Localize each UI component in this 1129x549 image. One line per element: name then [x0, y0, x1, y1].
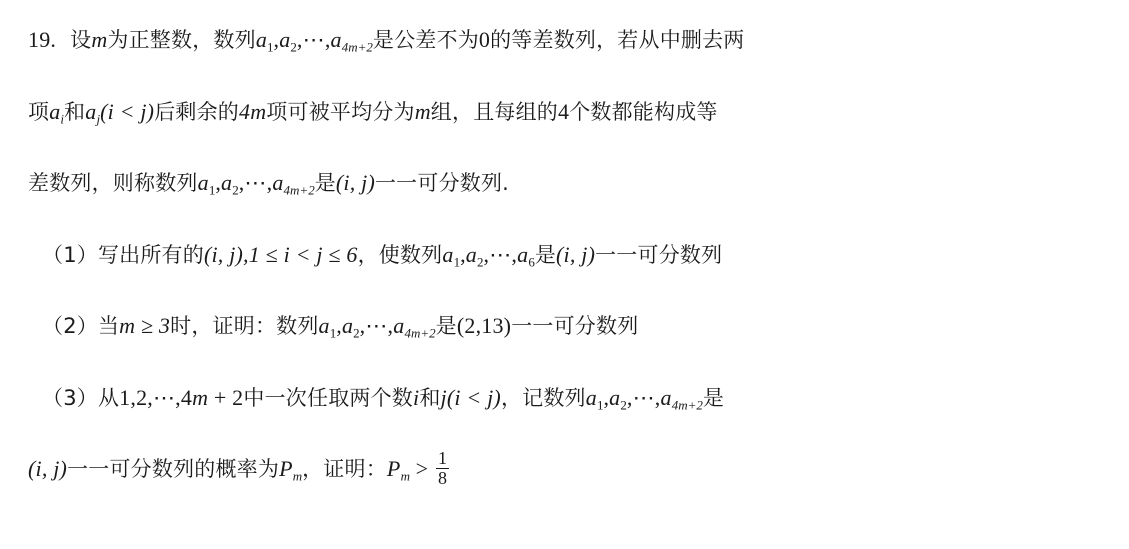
math-run: (i, j)	[556, 241, 596, 267]
subscript: 1	[208, 182, 216, 198]
subscript: 2	[232, 182, 239, 198]
text-run: 为正整数，数列	[107, 28, 256, 52]
number-run: 0	[478, 27, 491, 52]
problem-number: 19.	[28, 27, 57, 52]
line-part-1	[28, 223, 1105, 295]
problem-lines	[28, 8, 1105, 509]
text-run: 项	[28, 99, 50, 124]
math-run: m	[91, 27, 108, 52]
text-run: 一一可分数列	[595, 242, 723, 267]
math-run: m	[192, 384, 209, 410]
math-upright-run: ,⋯,	[626, 384, 661, 410]
text-run: ，证明：	[302, 457, 387, 482]
math-upright-run: 1,2,⋯,4	[119, 384, 193, 410]
math-subscript-term: $a_1$	[197, 170, 216, 198]
line-part-3b	[28, 437, 1105, 509]
text-run: 中一次任取两个数	[243, 385, 413, 410]
number-run: 4	[558, 98, 570, 124]
math-upright-run: ,	[460, 241, 466, 267]
text-run: 一一可分数列	[511, 314, 639, 339]
math-subscript-term: $a_{4m+2}$	[660, 384, 703, 413]
subscript: 2	[620, 397, 627, 413]
subscript: 2	[477, 254, 484, 270]
text-run: （1）写出所有的	[42, 242, 204, 267]
text-run: 后剩余的	[154, 99, 239, 124]
text-run: 是公差不为	[372, 28, 479, 52]
math-subscript-term: $a_2$	[221, 170, 239, 198]
line-part-2	[28, 294, 1105, 366]
math-subscript-term: $a_1$	[318, 313, 337, 341]
text-run: 组，且每组的	[430, 99, 558, 124]
math-run: (i, j)	[28, 456, 68, 482]
text-run: 是	[314, 171, 336, 196]
text-run: ，记数列	[500, 385, 586, 410]
math-subscript-term: $a_1$	[442, 241, 461, 270]
math-upright-run: ,⋯,	[296, 27, 331, 52]
math-run: 4m	[239, 98, 267, 124]
subscript: m	[400, 468, 410, 484]
math-run: (i, j)	[335, 170, 375, 196]
math-subscript-term: $a_2$	[609, 384, 627, 413]
math-run: i	[413, 384, 420, 410]
math-subscript-term: $a_6$	[517, 241, 535, 270]
subscript: 6	[528, 254, 535, 270]
text-run: 时，证明：数列	[170, 314, 319, 339]
text-run: 个数都能构成等	[569, 99, 718, 124]
math-upright-run: + 2	[208, 384, 244, 410]
subscript: m	[292, 468, 303, 484]
math-subscript-term: $a_i$	[49, 98, 65, 127]
text-run: 一一可分数列的概率为	[67, 457, 280, 482]
text-run: 和	[64, 99, 86, 124]
math-run: j(i < j)	[440, 384, 501, 410]
math-subscript-term: $a_2$	[279, 27, 297, 55]
math-subscript-term: $a_1$	[255, 27, 274, 55]
subscript: 4m+2	[341, 39, 373, 55]
subscript: 4m+2	[404, 325, 436, 341]
math-subscript-term: $a_{4m+2}$	[393, 313, 436, 341]
text-run: 设	[70, 28, 92, 52]
subscript: 4m+2	[671, 397, 703, 413]
subscript: i	[60, 111, 65, 127]
math-run: m	[414, 98, 431, 124]
math-upright-run: ,	[336, 313, 342, 339]
text-run: 是	[435, 314, 457, 339]
math-run: (i < j)	[100, 98, 155, 124]
math-upright-run: ,	[603, 384, 610, 410]
math-subscript-term: $a_2$	[465, 241, 484, 270]
line-stem-2	[28, 80, 1105, 152]
text-run: （3）从	[42, 385, 120, 410]
subscript: 2	[290, 39, 297, 55]
math-subscript-term: $a_{4m+2}$	[272, 170, 315, 198]
text-run: 是	[534, 242, 557, 267]
math-subscript-term: $a_2$	[341, 313, 360, 341]
text-run: 项可被平均分为	[266, 99, 415, 124]
math-run: m ≥ 3	[119, 313, 171, 339]
fraction-denominator: 8	[437, 468, 448, 489]
math-upright-run: ,⋯,	[483, 241, 518, 267]
math-run: (i, j),1 ≤ i < j ≤ 6	[203, 241, 358, 267]
text-run: 的等差数列，若从中删去两	[490, 28, 745, 52]
math-subscript-term: $a_{4m+2}$	[330, 27, 373, 55]
math-subscript-term: $a_j$	[85, 98, 101, 127]
text-run: 是	[702, 385, 725, 410]
math-upright-run: ,	[215, 170, 222, 196]
text-run: 和	[419, 385, 441, 410]
subscript: j	[96, 111, 101, 127]
math-subscript-term: $P_m$	[386, 456, 410, 484]
subscript: 1	[453, 254, 461, 270]
line-part-3a	[28, 366, 1105, 438]
line-stem-1	[28, 8, 1105, 80]
line-stem-3	[28, 151, 1105, 223]
math-upright-run: ,⋯,	[238, 170, 273, 196]
text-run: ，使数列	[357, 242, 443, 267]
math-upright-run: >	[409, 456, 434, 482]
math-upright-run: ,⋯,	[359, 313, 394, 339]
subscript: 1	[267, 39, 274, 55]
subscript: 2	[353, 325, 360, 341]
problem-19	[28, 8, 1105, 509]
subscript: 4m+2	[283, 182, 315, 198]
subscript: 1	[329, 325, 337, 341]
text-run: 一一可分数列.	[374, 171, 510, 196]
math-subscript-term: $P_m$	[279, 456, 303, 484]
math-upright-run: (2,13)	[456, 313, 512, 339]
text-run: 差数列，则称数列	[28, 171, 198, 196]
subscript: 1	[596, 397, 604, 413]
fraction-numerator: 1	[437, 448, 448, 469]
fraction	[436, 449, 449, 488]
text-run: （2）当	[42, 314, 120, 339]
math-upright-run: ,	[273, 27, 280, 52]
math-subscript-term: $a_1$	[585, 384, 604, 413]
